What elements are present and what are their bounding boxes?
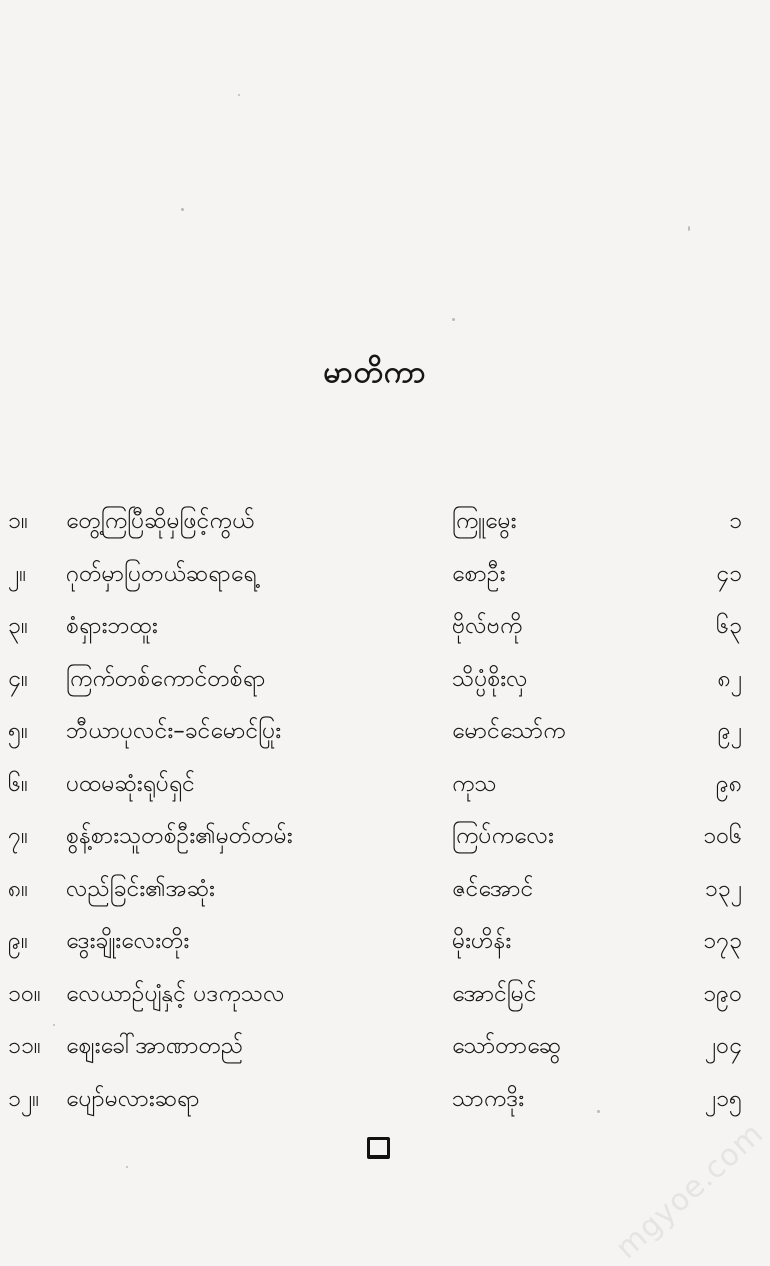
entry-page-number: ၉၂	[717, 718, 742, 744]
toc-entry[interactable]	[0, 548, 750, 601]
entry-title: ကြက်တစ်ကောင်တစ်ရာ	[66, 665, 266, 692]
end-of-section-square-icon	[367, 1137, 390, 1159]
entry-author: အောင်မြင်	[452, 980, 537, 1007]
entry-author: ကြပ်ကလေး	[452, 823, 554, 849]
entry-number: ၁၀။	[8, 980, 41, 1007]
entry-title: ဈေးခေါ်အာဏာတည်	[66, 1033, 244, 1059]
page-title: မာတိကာ	[323, 355, 427, 390]
entry-title: စံရှားဘထူး	[66, 613, 158, 639]
paper-speck	[688, 226, 690, 231]
entry-page-number: ၁၃၂	[704, 875, 742, 902]
toc-entry[interactable]	[0, 600, 750, 653]
entry-page-number: ၁၉၀	[703, 980, 742, 1007]
entry-author: ဗိုလ်ဗကို	[452, 613, 523, 639]
entry-title: လည်ခြင်း၏အဆုံး	[66, 875, 215, 902]
entry-author: သော်တာဆွေ	[452, 1033, 561, 1059]
toc-entry[interactable]	[0, 705, 750, 758]
entry-title: စွန့်စားသူတစ်ဦး၏မှတ်တမ်း	[66, 823, 293, 849]
entry-number: ၉။	[8, 928, 28, 954]
toc-entry[interactable]	[0, 1073, 750, 1126]
entry-title: ဂုတ်မှာပြတယ်ဆရာရေ့	[66, 560, 257, 587]
entry-title: ပထမဆုံးရုပ်ရှင်	[66, 770, 195, 797]
entry-title: ဒွေးချိုးလေးတိုး	[66, 928, 190, 954]
entry-number: ၁။	[8, 508, 28, 534]
paper-speck	[181, 208, 184, 211]
entry-author: စောဦး	[452, 560, 506, 587]
entry-number: ၁၁။	[8, 1033, 41, 1059]
paper-speck	[452, 318, 455, 321]
entry-number: ၂။	[8, 560, 27, 587]
toc-entry[interactable]	[0, 915, 750, 968]
entry-page-number: ၉၈	[715, 770, 742, 797]
entry-number: ၈။	[8, 875, 29, 902]
entry-page-number: ၆၃	[716, 613, 742, 639]
toc-entry[interactable]	[0, 1020, 750, 1073]
entry-page-number: ၈၂	[717, 665, 742, 692]
toc-entry[interactable]	[0, 495, 750, 548]
entry-number: ၄။	[8, 665, 28, 692]
entry-title: ပျော်မလားဆရာ	[66, 1085, 200, 1112]
toc-entry[interactable]	[0, 968, 750, 1021]
entry-page-number: ၄၁	[716, 560, 742, 587]
entry-number: ၁၂။	[8, 1085, 40, 1112]
entry-author: ကုသ	[452, 770, 497, 797]
watermark: mgyoe.com	[608, 1115, 770, 1266]
entry-number: ၆။	[8, 770, 28, 797]
toc-entry[interactable]	[0, 863, 750, 916]
entry-author: မိုးဟိန်း	[452, 928, 512, 954]
entry-title: တွေ့ကြပြီဆိုမှဖြင့်ကွယ်	[66, 508, 255, 534]
entry-author: ဇင်အောင်	[452, 875, 534, 902]
entry-author: သိပ္ပံစိုးလှ	[452, 665, 528, 692]
entry-author: ကြူမွေး	[452, 508, 517, 534]
entry-page-number: ၁၀၆	[703, 823, 742, 849]
entry-title: လေယာဉ်ပျံနှင့် ပဒကုသလ	[66, 980, 285, 1007]
entry-author: သာကဒိုး	[452, 1085, 525, 1112]
entry-number: ၅။	[8, 718, 28, 744]
toc-entry[interactable]	[0, 653, 750, 706]
paper-speck	[126, 1166, 128, 1168]
table-of-contents	[0, 495, 750, 1125]
toc-entry[interactable]	[0, 810, 750, 863]
entry-page-number: ၁၇၃	[703, 928, 742, 954]
toc-entry[interactable]	[0, 758, 750, 811]
entry-number: ၃။	[8, 613, 28, 639]
entry-title: ဘီယာပုလင်း–ခင်မောင်ပြုး	[66, 718, 282, 744]
paper-speck	[238, 94, 240, 96]
entry-page-number: ၂၀၄	[704, 1033, 742, 1059]
entry-number: ၇။	[8, 823, 28, 849]
entry-page-number: ၁	[729, 508, 742, 534]
entry-author: မောင်သော်က	[452, 718, 566, 744]
entry-page-number: ၂၁၅	[704, 1085, 742, 1112]
